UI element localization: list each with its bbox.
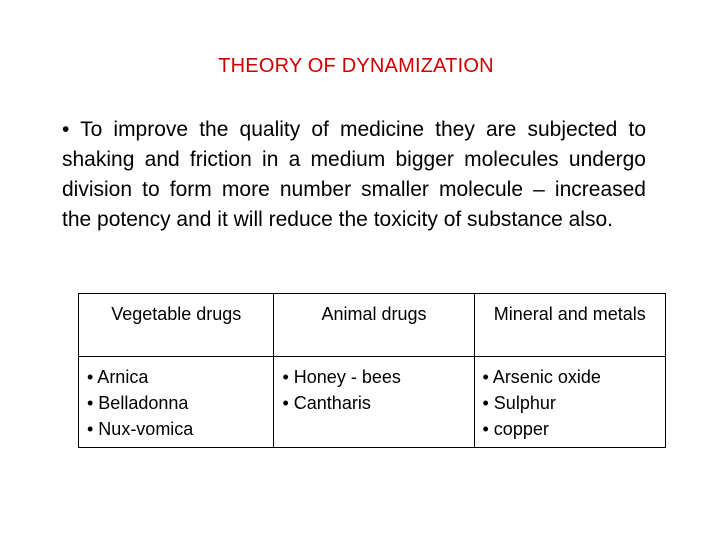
vegetable-drugs-list — [87, 364, 267, 442]
table-row — [79, 357, 666, 448]
animal-drugs-cell — [274, 357, 474, 448]
list-item: • Sulphur — [482, 393, 556, 413]
table-header-row — [79, 294, 666, 357]
header-vegetable-drugs: Vegetable drugs — [79, 294, 274, 357]
list-item: • Arnica — [87, 367, 149, 387]
list-item: • copper — [482, 419, 549, 439]
body-paragraph: • To improve the quality of medicine they are subjected to shaking and friction in a medium bigger molecules undergo division to form more number smaller molecule – increased the potency and it will reduce the toxicity of substance also. — [62, 118, 646, 231]
slide-title: THEORY OF DYNAMIZATION — [218, 55, 494, 77]
header-animal-drugs: Animal drugs — [274, 294, 474, 357]
mineral-metals-list — [483, 364, 660, 442]
drug-table — [78, 293, 666, 448]
list-item: • Belladonna — [87, 393, 189, 413]
list-item: • Nux-vomica — [87, 419, 194, 439]
list-item: • Honey - bees — [282, 367, 401, 387]
mineral-metals-cell — [474, 357, 666, 448]
animal-drugs-list — [282, 364, 467, 416]
list-item: • Cantharis — [282, 393, 371, 413]
header-mineral-and-metals: Mineral and metals — [474, 294, 666, 357]
list-item: • Arsenic oxide — [482, 367, 601, 387]
vegetable-drugs-cell — [79, 357, 274, 448]
